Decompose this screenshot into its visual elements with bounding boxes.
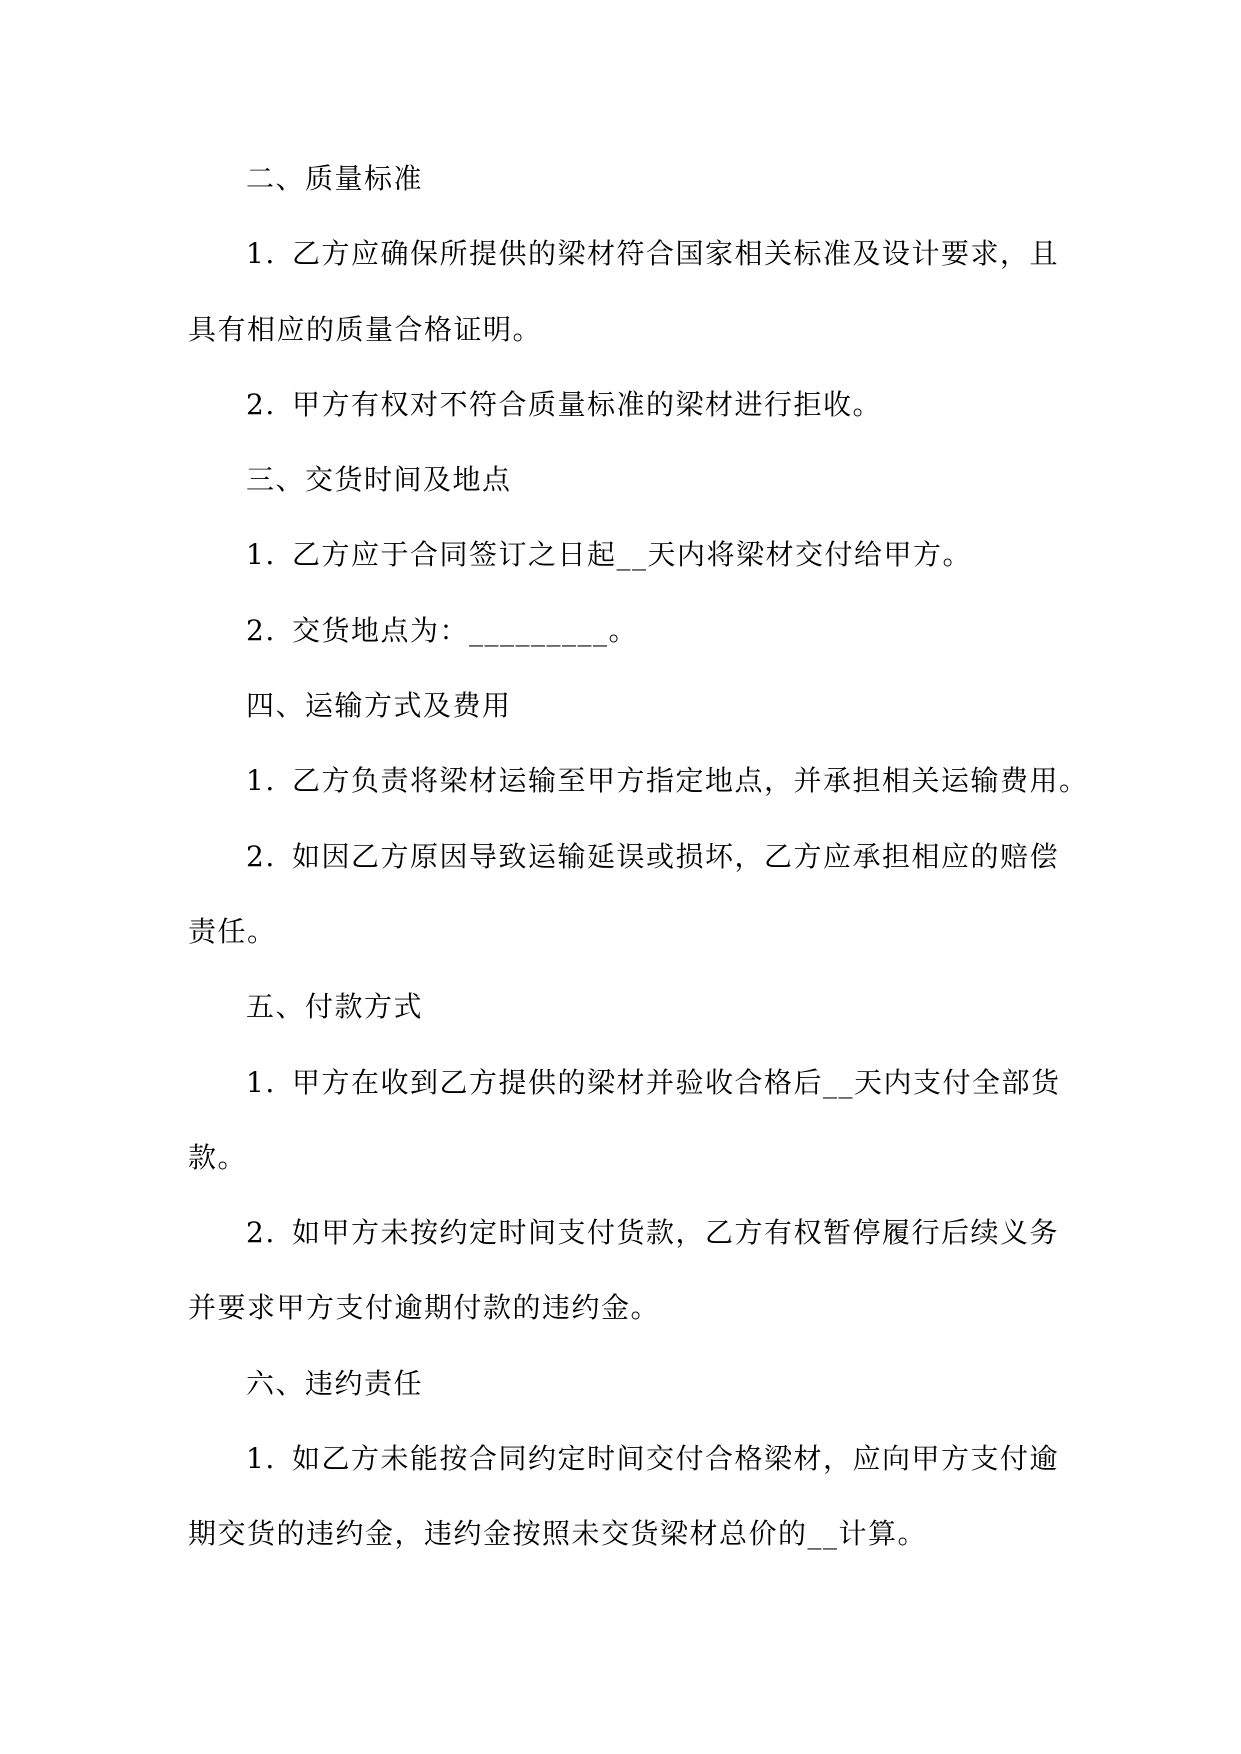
paragraph-line: 1. 甲方在收到乙方提供的梁材并验收合格后__天内支付全部货: [188, 1045, 1058, 1120]
paragraph-line: 1. 乙方应确保所提供的梁材符合国家相关标准及设计要求，且: [188, 216, 1058, 291]
paragraph-line: 2. 交货地点为：_________。: [188, 593, 1058, 668]
item-number: 2.: [246, 387, 276, 421]
section-heading-quality: 二、质量标准: [246, 162, 424, 195]
section-heading-delivery: 三、交货时间及地点: [246, 463, 512, 497]
paragraph-line: 1. 乙方负责将梁材运输至甲方指定地点，并承担相关运输费用。: [188, 743, 1058, 818]
paragraph-line: 并要求甲方支付逾期付款的违约金。: [188, 1291, 661, 1325]
paragraph-line: 款。: [188, 1140, 248, 1174]
item-number: 2.: [246, 613, 276, 647]
section-heading-payment: 五、付款方式: [246, 990, 424, 1024]
section-heading-transport: 四、运输方式及费用: [246, 689, 512, 723]
item-number: 1.: [246, 764, 276, 798]
item-number: 1.: [246, 538, 276, 572]
paragraph-line: 2. 如甲方未按约定时间支付货款，乙方有权暂停履行后续义务: [188, 1195, 1058, 1270]
item-number: 1.: [246, 237, 276, 271]
paragraph-line: 期交货的违约金，违约金按照未交货梁材总价的__计算。: [188, 1517, 928, 1551]
paragraph-line: 1. 如乙方未能按合同约定时间交付合格梁材，应向甲方支付逾: [188, 1421, 1058, 1496]
item-number: 2.: [246, 839, 276, 873]
section-heading-liability: 六、违约责任: [246, 1366, 424, 1400]
item-number: 2.: [246, 1216, 276, 1250]
paragraph-line: 1. 乙方应于合同签订之日起__天内将梁材交付给甲方。: [188, 517, 1058, 592]
item-number: 1.: [246, 1442, 276, 1476]
paragraph-line: 2. 如因乙方原因导致运输延误或损坏，乙方应承担相应的赔偿: [188, 819, 1058, 894]
document-body: [188, 141, 1089, 1572]
paragraph-line: 责任。: [188, 914, 277, 948]
item-number: 1.: [246, 1065, 276, 1099]
paragraph-line: 2. 甲方有权对不符合质量标准的梁材进行拒收。: [188, 367, 1058, 442]
paragraph-line: 具有相应的质量合格证明。: [188, 312, 543, 346]
